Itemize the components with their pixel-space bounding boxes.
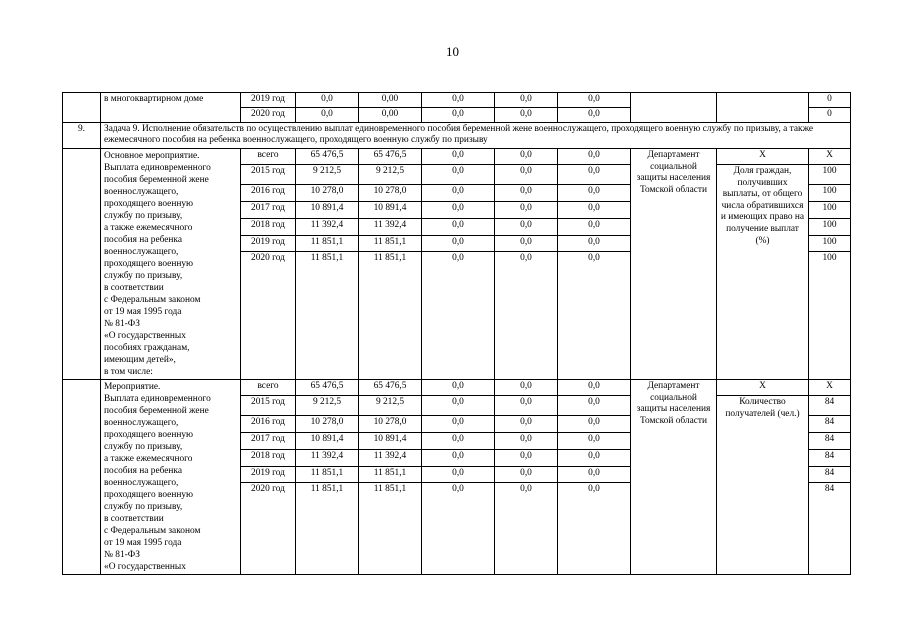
total-amount-cell: 10 891,4 bbox=[296, 202, 359, 219]
event-name-line: «О государственных bbox=[104, 562, 186, 572]
amount-cell: 0,0 bbox=[495, 380, 558, 396]
total-amount-cell: 0,0 bbox=[296, 108, 359, 123]
event-name-line: с Федеральным законом bbox=[104, 526, 201, 536]
amount-cell: 0,0 bbox=[422, 165, 495, 185]
amount-cell: 0,0 bbox=[495, 433, 558, 450]
task-row bbox=[63, 123, 851, 149]
target-cell: 84 bbox=[809, 433, 851, 450]
event-name-line: проходящего военную bbox=[104, 490, 194, 500]
year-cell: 2019 год bbox=[241, 236, 296, 252]
amount-cell: 0,0 bbox=[422, 396, 495, 416]
target-cell: 0 bbox=[809, 108, 851, 123]
event-name-line: в соответствии bbox=[104, 283, 164, 293]
year-cell: 2015 год bbox=[241, 396, 296, 416]
task-text-cell: Задача 9. Исполнение обязательств по осуществлению выплат единовременного пособия беременной жене военнослужащего, проходящего военную службу по призыву, а также ежемесячного пособия на ребенка военнослужащего, проходящего военную службу по призыву bbox=[101, 123, 851, 149]
year-cell: всего bbox=[241, 149, 296, 165]
amount-cell: 0,0 bbox=[495, 416, 558, 433]
year-cell: 2019 год bbox=[241, 467, 296, 483]
total-amount-cell: 9 212,5 bbox=[296, 396, 359, 416]
total-amount-cell: 11 851,1 bbox=[296, 467, 359, 483]
indicator-x-cell: Х bbox=[717, 380, 809, 396]
event-name-line: военнослужащего, bbox=[104, 247, 179, 257]
amount-cell: 11 851,1 bbox=[359, 236, 422, 252]
event-name-line: Основное мероприятие. bbox=[104, 151, 200, 161]
amount-cell: 10 891,4 bbox=[359, 433, 422, 450]
event-name-line: проходящего военную bbox=[104, 430, 194, 440]
row-number-cell bbox=[63, 380, 101, 575]
amount-cell: 0,0 bbox=[495, 219, 558, 236]
amount-cell: 11 392,4 bbox=[359, 219, 422, 236]
event-name-line: военнослужащего, bbox=[104, 478, 179, 488]
total-amount-cell: 65 476,5 bbox=[296, 149, 359, 165]
event-name-line: в соответствии bbox=[104, 514, 164, 524]
page-number: 10 bbox=[446, 44, 459, 59]
year-cell: 2018 год bbox=[241, 450, 296, 467]
event-name-line: службу по призыву, bbox=[104, 442, 183, 452]
amount-cell: 0,0 bbox=[495, 483, 558, 575]
amount-cell: 10 891,4 bbox=[359, 202, 422, 219]
event-name-line: Мероприятие. bbox=[104, 382, 161, 392]
amount-cell: 0,0 bbox=[422, 380, 495, 396]
program-table bbox=[62, 92, 851, 575]
event-name-line: службу по призыву, bbox=[104, 502, 183, 512]
amount-cell: 0,0 bbox=[495, 93, 558, 108]
target-cell: 100 bbox=[809, 219, 851, 236]
indicator-cell: Доля граждан, получивших выплаты, от общего числа обратившихся и имеющих право на получение выплат (%) bbox=[717, 165, 809, 380]
row-number-cell bbox=[63, 93, 101, 123]
event-name-cell bbox=[101, 380, 241, 575]
amount-cell: 0,0 bbox=[422, 219, 495, 236]
executor-cell bbox=[631, 93, 717, 123]
target-cell: 84 bbox=[809, 483, 851, 575]
target-cell: 100 bbox=[809, 202, 851, 219]
event-name-cell bbox=[101, 149, 241, 380]
amount-cell: 0,0 bbox=[558, 380, 631, 396]
amount-cell: 0,0 bbox=[495, 165, 558, 185]
total-amount-cell: 11 392,4 bbox=[296, 450, 359, 467]
amount-cell: 65 476,5 bbox=[359, 380, 422, 396]
executor-cell: Департамент социальной защиты населения Томской области bbox=[631, 149, 717, 380]
year-cell: 2020 год bbox=[241, 483, 296, 575]
year-cell: 2016 год bbox=[241, 416, 296, 433]
indicator-cell: Количество получателей (чел.) bbox=[717, 396, 809, 575]
amount-cell: 0,0 bbox=[422, 416, 495, 433]
row-number-cell bbox=[63, 149, 101, 380]
amount-cell: 0,0 bbox=[495, 396, 558, 416]
amount-cell: 0,0 bbox=[558, 165, 631, 185]
amount-cell: 0,0 bbox=[558, 252, 631, 380]
amount-cell: 0,0 bbox=[558, 202, 631, 219]
target-cell: 100 bbox=[809, 236, 851, 252]
amount-cell: 0,0 bbox=[558, 416, 631, 433]
amount-cell: 0,0 bbox=[495, 236, 558, 252]
event-name-line: имеющим детей», bbox=[104, 355, 176, 365]
total-amount-cell: 11 392,4 bbox=[296, 219, 359, 236]
event-name-line: № 81-ФЗ bbox=[104, 319, 140, 329]
target-cell: 84 bbox=[809, 416, 851, 433]
target-cell: 0 bbox=[809, 93, 851, 108]
executor-cell: Департамент социальной защиты населения Томской области bbox=[631, 380, 717, 575]
event-name-line: от 19 мая 1995 года bbox=[104, 538, 182, 548]
amount-cell: 0,0 bbox=[558, 93, 631, 108]
event-name-cell: в многоквартирном доме bbox=[101, 93, 241, 123]
event-name-line: а также ежемесячного bbox=[104, 223, 193, 233]
amount-cell: 0,0 bbox=[422, 93, 495, 108]
event-name-line: а также ежемесячного bbox=[104, 454, 193, 464]
indicator-x-cell: Х bbox=[717, 149, 809, 165]
event-name-line: проходящего военную bbox=[104, 259, 194, 269]
event-name-line: пособия на ребенка bbox=[104, 466, 182, 476]
year-cell: 2016 год bbox=[241, 185, 296, 202]
amount-cell: 0,0 bbox=[558, 433, 631, 450]
amount-cell: 0,0 bbox=[495, 185, 558, 202]
total-amount-cell: 65 476,5 bbox=[296, 380, 359, 396]
table-row bbox=[63, 380, 851, 396]
target-cell: 100 bbox=[809, 165, 851, 185]
event-name-line: с Федеральным законом bbox=[104, 295, 201, 305]
table-row bbox=[63, 149, 851, 165]
amount-cell: 0,0 bbox=[558, 467, 631, 483]
amount-cell: 10 278,0 bbox=[359, 185, 422, 202]
total-amount-cell: 11 851,1 bbox=[296, 252, 359, 380]
event-name-line: «О государственных bbox=[104, 331, 186, 341]
event-name-line: пособиях гражданам, bbox=[104, 343, 190, 353]
table-body bbox=[63, 93, 851, 575]
event-name-line: от 19 мая 1995 года bbox=[104, 307, 182, 317]
amount-cell: 0,0 bbox=[558, 219, 631, 236]
year-cell: 2018 год bbox=[241, 219, 296, 236]
total-amount-cell: 0,0 bbox=[296, 93, 359, 108]
event-name-line: пособия на ребенка bbox=[104, 235, 182, 245]
total-amount-cell: 10 278,0 bbox=[296, 416, 359, 433]
amount-cell: 0,0 bbox=[558, 483, 631, 575]
amount-cell: 65 476,5 bbox=[359, 149, 422, 165]
amount-cell: 0,00 bbox=[359, 108, 422, 123]
amount-cell: 0,0 bbox=[495, 252, 558, 380]
target-x-cell: Х bbox=[809, 380, 851, 396]
amount-cell: 0,0 bbox=[558, 236, 631, 252]
amount-cell: 9 212,5 bbox=[359, 165, 422, 185]
event-name-line: проходящего военную bbox=[104, 199, 194, 209]
amount-cell: 0,0 bbox=[495, 202, 558, 219]
amount-cell: 0,0 bbox=[495, 467, 558, 483]
task-number-cell: 9. bbox=[63, 123, 101, 149]
amount-cell: 0,0 bbox=[558, 149, 631, 165]
amount-cell: 11 851,1 bbox=[359, 483, 422, 575]
year-cell: 2017 год bbox=[241, 433, 296, 450]
year-cell: 2020 год bbox=[241, 252, 296, 380]
amount-cell: 0,0 bbox=[422, 202, 495, 219]
target-cell: 100 bbox=[809, 252, 851, 380]
event-name-line: пособия беременной жене bbox=[104, 406, 209, 416]
year-cell: 2020 год bbox=[241, 108, 296, 123]
amount-cell: 0,0 bbox=[558, 450, 631, 467]
amount-cell: 0,0 bbox=[422, 467, 495, 483]
amount-cell: 9 212,5 bbox=[359, 396, 422, 416]
amount-cell: 0,0 bbox=[558, 396, 631, 416]
year-cell: 2019 год bbox=[241, 93, 296, 108]
amount-cell: 0,0 bbox=[422, 108, 495, 123]
indicator-cell bbox=[717, 93, 809, 123]
amount-cell: 0,0 bbox=[495, 108, 558, 123]
year-cell: 2015 год bbox=[241, 165, 296, 185]
amount-cell: 0,0 bbox=[422, 149, 495, 165]
amount-cell: 0,0 bbox=[422, 252, 495, 380]
target-cell: 100 bbox=[809, 185, 851, 202]
amount-cell: 0,0 bbox=[495, 450, 558, 467]
amount-cell: 0,0 bbox=[422, 483, 495, 575]
event-name-line: пособия беременной жене bbox=[104, 175, 209, 185]
total-amount-cell: 10 891,4 bbox=[296, 433, 359, 450]
event-name-line: № 81-ФЗ bbox=[104, 550, 140, 560]
table-row bbox=[63, 93, 851, 108]
year-cell: 2017 год bbox=[241, 202, 296, 219]
amount-cell: 10 278,0 bbox=[359, 416, 422, 433]
event-name-line: службу по призыву, bbox=[104, 271, 183, 281]
amount-cell: 0,00 bbox=[359, 93, 422, 108]
amount-cell: 11 851,1 bbox=[359, 252, 422, 380]
target-cell: 84 bbox=[809, 467, 851, 483]
event-name-line: Выплата единовременного bbox=[104, 163, 211, 173]
target-x-cell: Х bbox=[809, 149, 851, 165]
amount-cell: 0,0 bbox=[495, 149, 558, 165]
total-amount-cell: 9 212,5 bbox=[296, 165, 359, 185]
total-amount-cell: 11 851,1 bbox=[296, 483, 359, 575]
event-name-line: Выплата единовременного bbox=[104, 394, 211, 404]
total-amount-cell: 10 278,0 bbox=[296, 185, 359, 202]
target-cell: 84 bbox=[809, 396, 851, 416]
target-cell: 84 bbox=[809, 450, 851, 467]
amount-cell: 0,0 bbox=[422, 185, 495, 202]
amount-cell: 0,0 bbox=[422, 236, 495, 252]
amount-cell: 0,0 bbox=[422, 450, 495, 467]
amount-cell: 0,0 bbox=[558, 185, 631, 202]
amount-cell: 11 392,4 bbox=[359, 450, 422, 467]
amount-cell: 0,0 bbox=[422, 433, 495, 450]
event-name-line: службу по призыву, bbox=[104, 211, 183, 221]
event-name-line: военнослужащего, bbox=[104, 187, 179, 197]
amount-cell: 11 851,1 bbox=[359, 467, 422, 483]
event-name-line: военнослужащего, bbox=[104, 418, 179, 428]
year-cell: всего bbox=[241, 380, 296, 396]
event-name-line: в том числе: bbox=[104, 367, 153, 377]
amount-cell: 0,0 bbox=[558, 108, 631, 123]
total-amount-cell: 11 851,1 bbox=[296, 236, 359, 252]
